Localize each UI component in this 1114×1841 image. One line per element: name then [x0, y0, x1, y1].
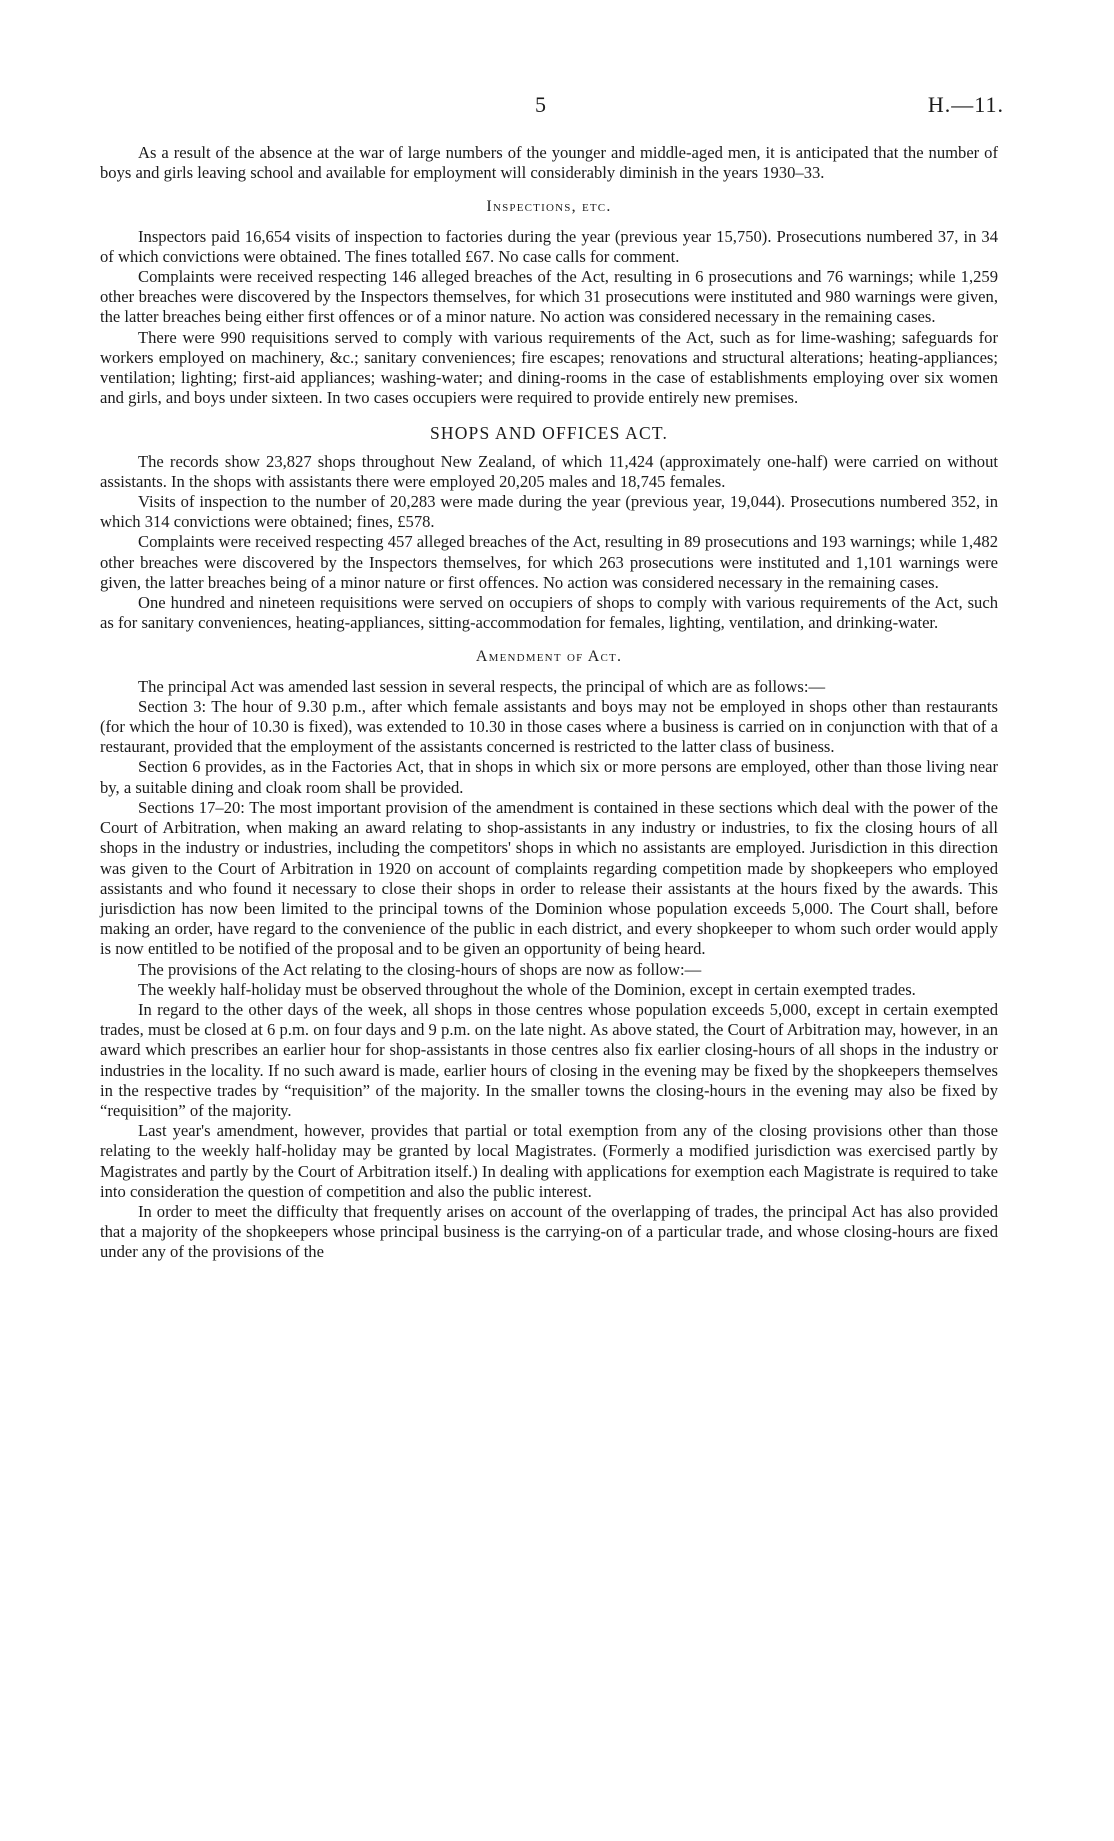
- amendment-paragraph: In order to meet the difficulty that frequently arises on account of the overlapping of trades, the principal Act has also provided that a majority of the shopkeepers whose principal business is the carrying-on of a particular trade, and whose closing-hours are fixed under any of the provisions of the: [100, 1201, 998, 1262]
- amendment-paragraph: Section 3: The hour of 9.30 p.m., after which female assistants and boys may not be employed in shops other than restaurants (for which the hour of 10.30 is fixed), was extended to 10.30 in those cases where a business is carried on in conjunction with that of a restaurant, provided that the employment of the assistants concerned is restricted to the latter class of business.: [100, 696, 998, 757]
- amendment-paragraph: Section 6 provides, as in the Factories Act, that in shops in which six or more persons are employed, other than those living near by, a suitable dining and cloak room shall be provided.: [100, 757, 998, 797]
- shops-paragraph: One hundred and nineteen requisitions were served on occupiers of shops to comply with various requirements of the Act, such as for sanitary conveniences, heating-appliances, sitting-accommodation for females, lighting, ventilation, and drinking-water.: [100, 593, 998, 633]
- shops-paragraph: The records show 23,827 shops throughout New Zealand, of which 11,424 (approximately one-half) were carried on without assistants. In the shops with assistants there were employed 20,205 males and 18,745 females.: [100, 451, 998, 491]
- amendment-paragraph: Last year's amendment, however, provides that partial or total exemption from any of the closing provisions other than those relating to the weekly half-holiday may be granted by local Magistrates. (Formerly a modified jurisdiction was exercised partly by Magistrates and partly by the Court of Arbitration itself.) In dealing with applications for exemption each Magistrate is required to take into consideration the question of competition and also the public interest.: [100, 1121, 998, 1201]
- amendment-paragraph: The provisions of the Act relating to the closing-hours of shops are now as follow:—: [138, 959, 702, 979]
- inspections-heading: Inspections, etc.: [486, 198, 612, 216]
- amendment-paragraph: In regard to the other days of the week, all shops in those centres whose population exceeds 5,000, except in certain exempted trades, must be closed at 6 p.m. on four days and 9 p.m. on the late night. As above stated, the Court of Arbitration may, however, in an award which prescribes an earlier hour for shop-assistants in those centres also fix earlier closing-hours of all shops in the industry or industries in the locality. If no such award is made, earlier hours of closing in the evening may be fixed by the shopkeepers themselves in the respective trades by “requisition” of the majority. In the smaller towns the closing-hours in the evening may also be fixed by “requisition” of the majority.: [100, 999, 998, 1120]
- inspections-paragraph: Inspectors paid 16,654 visits of inspection to factories during the year (previous year 15,750). Prosecutions numbered 37, in 34 of which convictions were obtained. The fines totalled £67. No case calls for comment.: [100, 226, 998, 266]
- shops-paragraph: Complaints were received respecting 457 alleged breaches of the Act, resulting in 89 prosecutions and 193 warnings; while 1,482 other breaches were discovered by the Inspectors themselves, for which 263 prosecutions were instituted and 1,101 warnings were given, the latter breaches being of a minor nature or first offences. No action was considered necessary in the remaining cases.: [100, 532, 998, 592]
- inspections-paragraph: Complaints were received respecting 146 alleged breaches of the Act, resulting in 6 prosecutions and 76 warnings; while 1,259 other breaches were discovered by the Inspectors themselves, for which 31 prosecutions were instituted and 980 warnings were given, the latter breaches being either first offences or of a minor nature. No action was considered necessary in the remaining cases.: [100, 267, 998, 327]
- page-number: 5: [535, 92, 546, 117]
- page-header: [0, 92, 1114, 122]
- amendment-paragraph: The principal Act was amended last session in several respects, the principal of which are as follows:—: [138, 676, 826, 696]
- document-body: [100, 143, 998, 1263]
- document-reference: H.—11.: [927, 92, 1004, 117]
- inspections-paragraph: There were 990 requisitions served to comply with various requirements of the Act, such as for lime-washing; safeguards for workers employed on machinery, &c.; sanitary conveniences; fire escapes; renovations and structural alterations; heating-appliances; ventilation; lighting; first-aid appliances; washing-water; and dining-rooms in the case of establishments employing over six women and girls, and boys under sixteen. In two cases occupiers were required to provide entirely new premises.: [100, 327, 998, 408]
- amendment-paragraph: The weekly half-holiday must be observed throughout the whole of the Dominion, except in certain exempted trades.: [138, 979, 916, 999]
- shops-paragraph: Visits of inspection to the number of 20,283 were made during the year (previous year, 19,044). Prosecutions numbered 352, in which 314 convictions were obtained; fines, £578.: [100, 492, 998, 532]
- amendment-heading: Amendment of Act.: [475, 648, 623, 666]
- shops-act-heading: SHOPS AND OFFICES ACT.: [429, 423, 669, 444]
- amendment-paragraph: Sections 17–20: The most important provision of the amendment is contained in these sections which deal with the power of the Court of Arbitration, when making an award relating to shop-assistants in any industry or industries, to fix the closing hours of all shops in the industry or industries, including the competitors' shops in which no assistants are employed. Jurisdiction in this direction was given to the Court of Arbitration in 1920 on account of complaints regarding competition made by shopkeepers who employed assistants and who found it necessary to close their shops in order to release their assistants at the hours fixed by the awards. This jurisdiction has now been limited to the principal towns of the Dominion whose population exceeds 5,000. The Court shall, before making an order, have regard to the convenience of the public in each district, and every shopkeeper to whom such order would apply is now entitled to be notified of the proposal and to be given an opportunity of being heard.: [100, 797, 998, 959]
- intro-paragraph: As a result of the absence at the war of large numbers of the younger and middle-aged men, it is anticipated that the number of boys and girls leaving school and available for employment will considerably diminish in the years 1930–33.: [100, 143, 998, 183]
